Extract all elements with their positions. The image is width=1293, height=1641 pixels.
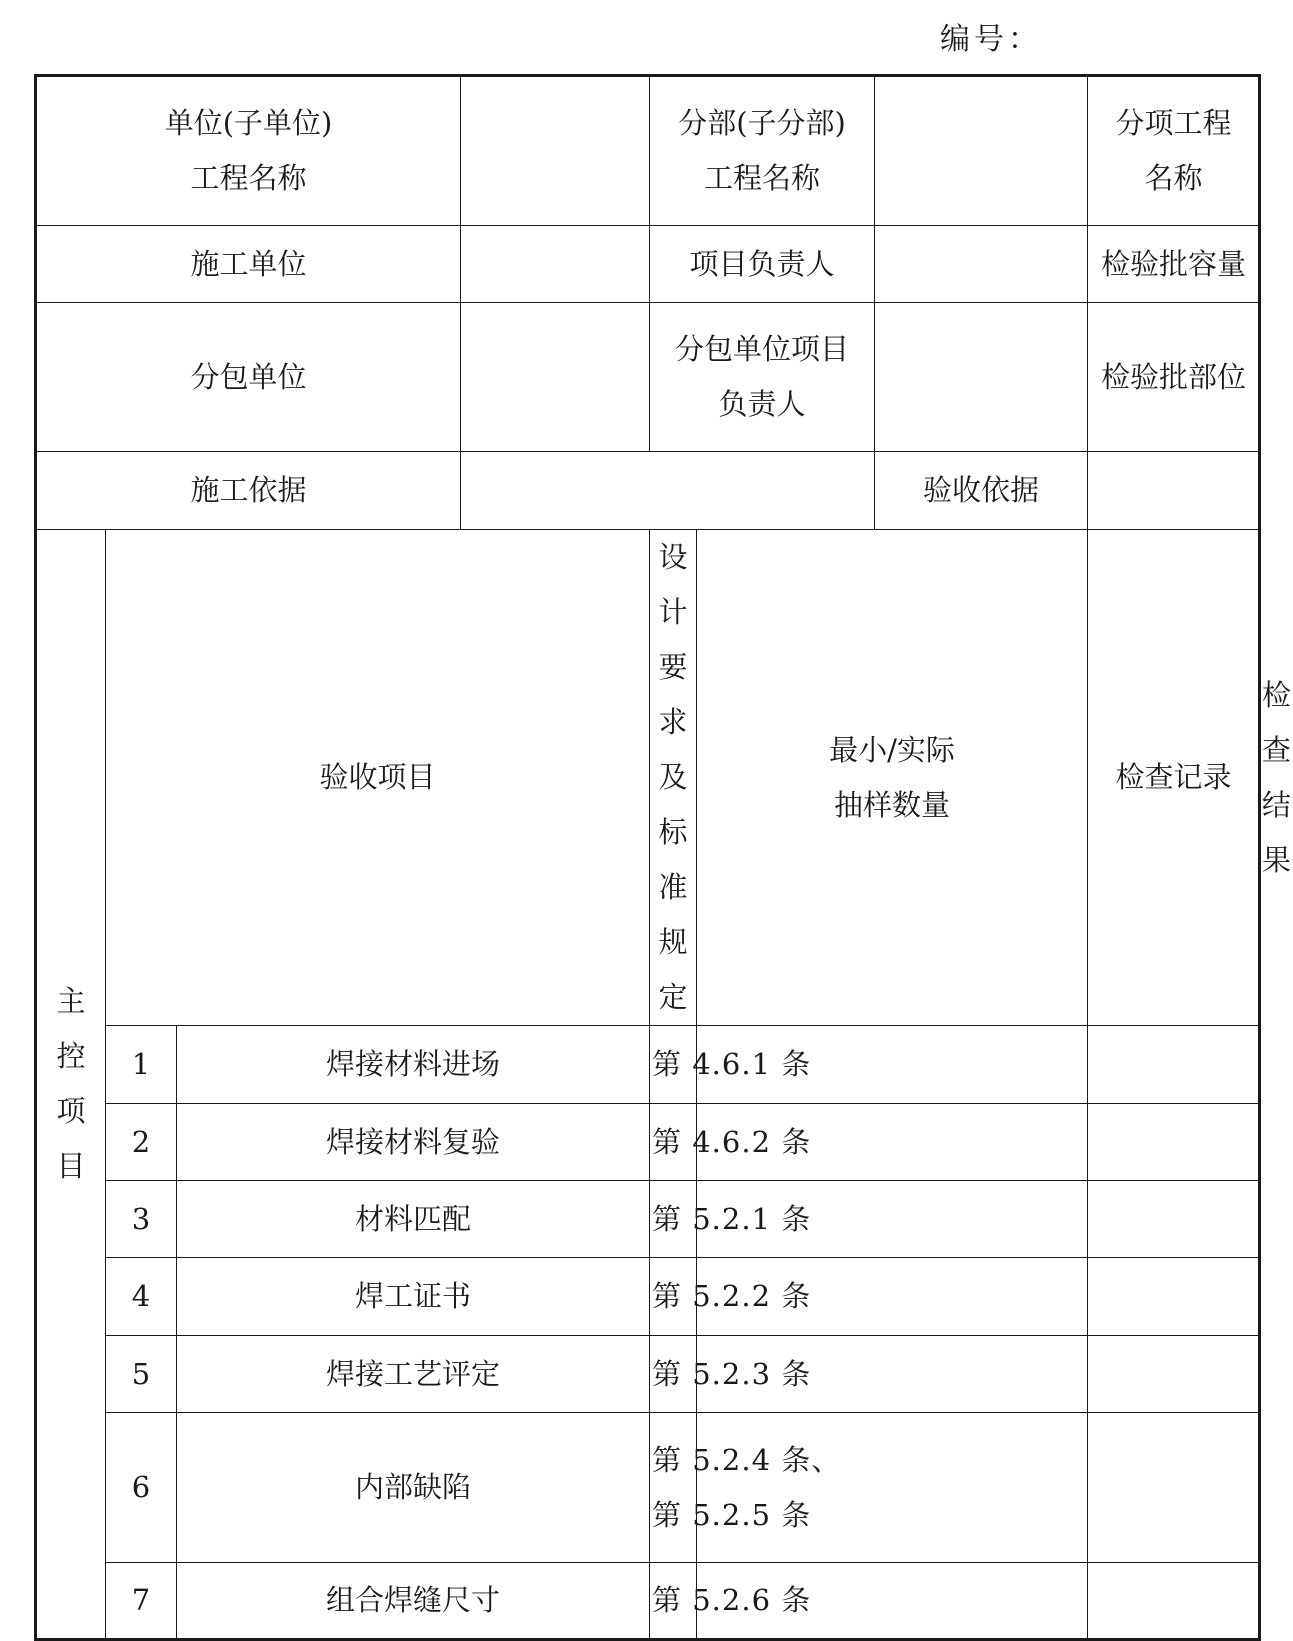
table-row [36, 1563, 1260, 1640]
inspection-record-cell[interactable] [1088, 1336, 1260, 1413]
inspection-batch-form [34, 74, 1292, 1641]
acceptance-basis-value[interactable] [1088, 452, 1260, 530]
row-project-names [36, 76, 1260, 226]
batch-capacity-label: 检验批容量 [1088, 226, 1260, 303]
item-clause: 第 4.6.2 条 [650, 1104, 697, 1181]
table-row [36, 1104, 1260, 1181]
design-requirement-header: 设计要求及 标准规定 [650, 530, 697, 1026]
item-name: 组合焊缝尺寸 [177, 1563, 650, 1640]
row-subcontractor [36, 303, 1260, 452]
construction-basis-label: 施工依据 [36, 452, 461, 530]
subcontractor-value[interactable] [461, 303, 650, 452]
item-name: 焊接材料进场 [177, 1026, 650, 1104]
inspection-record-cell[interactable] [1088, 1563, 1260, 1640]
item-number: 6 [106, 1413, 177, 1563]
table-row [36, 1413, 1260, 1563]
item-clause: 第 5.2.4 条、 第 5.2.5 条 [650, 1413, 697, 1563]
unit-project-name-label: 单位(子单位) 工程名称 [36, 76, 461, 226]
item-clause: 第 5.2.2 条 [650, 1258, 697, 1336]
subcontractor-manager-label: 分包单位项目 负责人 [650, 303, 875, 452]
item-number: 5 [106, 1336, 177, 1413]
item-number: 4 [106, 1258, 177, 1336]
inspection-record-cell[interactable] [1088, 1026, 1260, 1104]
item-name: 内部缺陷 [177, 1413, 650, 1563]
item-clause: 第 4.6.1 条 [650, 1026, 697, 1104]
serial-number-label: 编号： [940, 22, 1042, 57]
item-name: 材料匹配 [177, 1181, 650, 1258]
item-clause: 第 5.2.3 条 [650, 1336, 697, 1413]
table-row [36, 1258, 1260, 1336]
row-column-headers: 主控项目 验收项目 设计要求及 标准规定 最小/实际 抽样数量 检查记录 检查 结果 [36, 530, 1260, 1026]
inspection-record-header: 检查记录 [1088, 530, 1260, 1026]
construction-basis-value[interactable] [461, 452, 875, 530]
item-number: 7 [106, 1563, 177, 1640]
table-row [36, 1026, 1260, 1104]
main-control-items-label: 主控项目 [36, 530, 106, 1640]
sample-quantity-header: 最小/实际 抽样数量 [697, 530, 1088, 1026]
sample-quantity-cell[interactable] [697, 1563, 1088, 1640]
inspection-record-cell[interactable] [1088, 1413, 1260, 1563]
project-manager-value[interactable] [875, 226, 1088, 303]
item-name: 焊接工艺评定 [177, 1336, 650, 1413]
item-name: 焊工证书 [177, 1258, 650, 1336]
sample-quantity-cell[interactable] [697, 1336, 1088, 1413]
division-project-name-value[interactable] [875, 76, 1088, 226]
row-construction-unit [36, 226, 1260, 303]
item-clause: 第 5.2.1 条 [650, 1181, 697, 1258]
item-name: 焊接材料复验 [177, 1104, 650, 1181]
table-row [36, 1181, 1260, 1258]
inspection-record-cell[interactable] [1088, 1181, 1260, 1258]
item-number: 2 [106, 1104, 177, 1181]
unit-project-name-value[interactable] [461, 76, 650, 226]
division-project-name-label: 分部(子分部) 工程名称 [650, 76, 875, 226]
acceptance-basis-label: 验收依据 [875, 452, 1088, 530]
subcontractor-label: 分包单位 [36, 303, 461, 452]
item-number: 3 [106, 1181, 177, 1258]
item-clause: 第 5.2.6 条 [650, 1563, 697, 1640]
project-manager-label: 项目负责人 [650, 226, 875, 303]
row-basis [36, 452, 1260, 530]
table-row [36, 1336, 1260, 1413]
construction-unit-label: 施工单位 [36, 226, 461, 303]
acceptance-item-header: 验收项目 [106, 530, 650, 1026]
batch-location-label: 检验批部位 [1088, 303, 1260, 452]
subcontractor-manager-value[interactable] [875, 303, 1088, 452]
construction-unit-value[interactable] [461, 226, 650, 303]
inspection-record-cell[interactable] [1088, 1258, 1260, 1336]
sample-quantity-cell[interactable] [697, 1413, 1088, 1563]
inspection-record-cell[interactable] [1088, 1104, 1260, 1181]
item-number: 1 [106, 1026, 177, 1104]
subitem-project-name-label: 分项工程 名称 [1088, 76, 1260, 226]
